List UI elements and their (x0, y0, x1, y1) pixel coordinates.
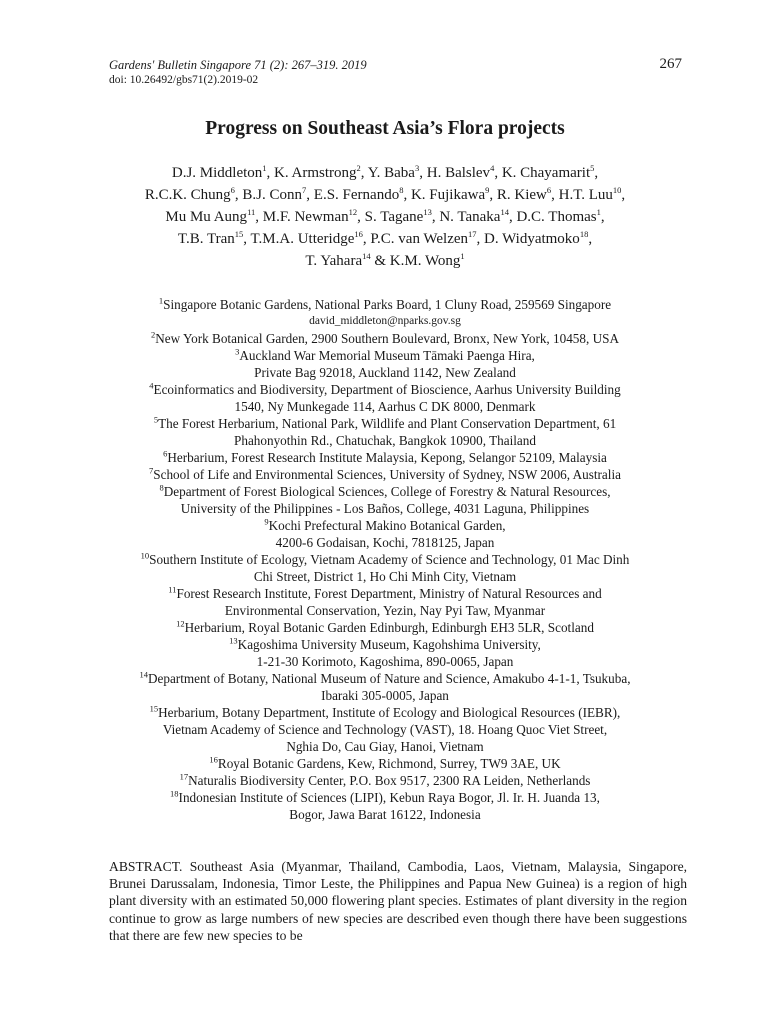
affiliation-text: Bogor, Jawa Barat 16122, Indonesia (289, 807, 481, 822)
author-name: S. Tagane (364, 209, 424, 225)
author (274, 165, 368, 181)
author (411, 187, 497, 203)
affiliation-number: 12 (176, 618, 185, 629)
affiliation-line (90, 517, 680, 534)
affiliation (90, 789, 680, 823)
affiliation (90, 755, 680, 772)
author-affiliation-mark: 9 (485, 185, 490, 195)
author-separator: , (266, 165, 275, 181)
author (502, 165, 598, 181)
page-number: 267 (659, 56, 682, 72)
author-name: K. Fujikawa (410, 187, 486, 203)
author-separator: , (403, 187, 411, 203)
author-name: P.C. van Welzen (370, 231, 469, 247)
author (314, 187, 411, 203)
affiliation-text: 4200-6 Godaisan, Kochi, 7818125, Japan (275, 535, 495, 550)
affiliation-number: 8 (159, 482, 164, 493)
author-separator: , (621, 187, 626, 203)
author-affiliation-mark: 4 (490, 163, 495, 173)
affiliation-line (90, 415, 680, 432)
author-name: B.J. Conn (242, 187, 303, 203)
affiliation (90, 347, 680, 381)
affiliation-line (90, 789, 680, 806)
affiliation-text: Kagoshima University Museum, Kagohshima University, (237, 637, 541, 652)
author-separator: , (234, 187, 243, 203)
author-separator: , (594, 165, 599, 181)
affiliation-text: Vietnam Academy of Science and Technology (VAST), 18. Hoang Quoc Viet Street, (162, 722, 608, 737)
affiliation-line (90, 466, 680, 483)
author-affiliation-mark: 13 (423, 207, 432, 217)
author (250, 231, 370, 247)
affiliation-text: Auckland War Memorial Museum Tāmaki Paenga Hira, (239, 348, 535, 363)
author-affiliation-mark: 7 (302, 185, 307, 195)
author-separator: , (431, 209, 440, 225)
affiliation-text: Naturalis Biodiversity Center, P.O. Box 9517, 2300 RA Leiden, Netherlands (188, 773, 591, 788)
author-name: R. Kiew (496, 187, 547, 203)
author-list (90, 162, 680, 272)
affiliation-line (90, 483, 680, 500)
author (165, 209, 262, 225)
author (178, 231, 251, 247)
affiliation-line (90, 449, 680, 466)
affiliation-text: Herbarium, Forest Research Institute Malaysia, Kepong, Selangor 52109, Malaysia (167, 450, 607, 465)
author-affiliation-mark: 8 (399, 185, 404, 195)
affiliation-text: Environmental Conservation, Yezin, Nay Pyi Taw, Myanmar (224, 603, 546, 618)
author (305, 253, 389, 269)
affiliation (90, 551, 680, 585)
affiliation-text: The Forest Herbarium, National Park, Wildlife and Plant Conservation Department, 61 (158, 416, 617, 431)
affiliation-number: 6 (163, 448, 168, 459)
affiliation-line (90, 568, 680, 585)
affiliation-text: Herbarium, Royal Botanic Garden Edinburgh, Edinburgh EH3 5LR, Scotland (184, 620, 594, 635)
affiliation-text: Nghia Do, Cau Giay, Hanoi, Vietnam (286, 739, 484, 754)
affiliation (90, 704, 680, 755)
affiliation (90, 381, 680, 415)
author-affiliation-mark: 16 (354, 229, 363, 239)
author (172, 165, 274, 181)
affiliation-line (90, 296, 680, 313)
author-separator: , (508, 209, 517, 225)
affiliation (90, 585, 680, 619)
author-name: E.S. Fernando (313, 187, 400, 203)
affiliation-line (90, 636, 680, 653)
author-separator: , (243, 231, 251, 247)
author-name: T. Yahara (305, 253, 363, 269)
affiliation-number: 1 (158, 295, 164, 306)
affiliation-number: 18 (170, 788, 179, 799)
author-separator: & (370, 253, 390, 269)
affiliation (90, 449, 680, 466)
affiliation-line (90, 398, 680, 415)
affiliation-number: 13 (229, 635, 238, 646)
affiliation-text: New York Botanical Garden, 2900 Southern Boulevard, Bronx, New York, 10458, USA (155, 331, 619, 346)
author-affiliation-mark: 2 (356, 163, 361, 173)
author-name: K. Chayamarit (501, 165, 591, 181)
abstract: ABSTRACT. Southeast Asia (Myanmar, Thailand, Cambodia, Laos, Vietnam, Malaysia, Singapore, Brunei Darussalam, Indonesia, Timor Leste, the Philippines and Papua New Guinea) is a region of high plant diversity with an estimated 50,000 flowering plant species. Estimates of plant diversity in the region continue to grow as large numbers of new species are described even though there have been suggestions that there are few new species to be (109, 859, 687, 943)
author-name: M.F. Newman (262, 209, 349, 225)
author (370, 231, 484, 247)
author-affiliation-mark: 18 (579, 229, 589, 239)
affiliation-email (90, 313, 680, 330)
affiliation (90, 772, 680, 789)
author-separator: , (494, 165, 502, 181)
affiliation-line (90, 585, 680, 602)
affiliation-line (90, 619, 680, 636)
author (497, 187, 559, 203)
author-separator: , (419, 165, 427, 181)
affiliation-number: 9 (264, 516, 269, 527)
author (484, 231, 592, 247)
affiliation-number: 11 (168, 584, 177, 595)
affiliation-text: Herbarium, Botany Department, Institute of Ecology and Biological Resources (IEBR), (158, 705, 621, 720)
author-affiliation-mark: 1 (460, 251, 465, 261)
affiliation-text: Ecoinformatics and Biodiversity, Department of Bioscience, Aarhus University Building (153, 382, 621, 397)
affiliation-number: 15 (149, 703, 159, 714)
affiliation-line (90, 364, 680, 381)
affiliation-number: 5 (153, 414, 159, 425)
affiliation-text: Department of Forest Biological Sciences, College of Forestry & Natural Resources, (163, 484, 611, 499)
affiliation-text: Ibaraki 305-0005, Japan (321, 688, 449, 703)
affiliation-line (90, 653, 680, 670)
author-affiliation-mark: 6 (230, 185, 235, 195)
affiliation (90, 330, 680, 347)
affiliation-text: david_middleton@nparks.gov.sg (309, 315, 461, 327)
affiliation-text: Chi Street, District 1, Ho Chi Minh City, Vietnam (253, 569, 517, 584)
author-separator: , (357, 209, 365, 225)
author-affiliation-mark: 3 (414, 163, 420, 173)
affiliation-text: Forest Research Institute, Forest Department, Ministry of Natural Resources and (176, 586, 602, 601)
affiliation-line (90, 551, 680, 568)
affiliation-line (90, 432, 680, 449)
author-separator: , (255, 209, 263, 225)
author (242, 187, 313, 203)
author-separator: , (362, 231, 371, 247)
doi: doi: 10.26492/gbs71(2).2019-02 (109, 74, 259, 86)
author-name: N. Tanaka (439, 209, 501, 225)
author-separator: , (600, 209, 605, 225)
affiliation-line (90, 534, 680, 551)
author-name: Mu Mu Aung (165, 209, 248, 225)
affiliation-line (90, 806, 680, 823)
affiliation-text: Southern Institute of Ecology, Vietnam Academy of Science and Technology, 01 Mac Dinh (149, 552, 630, 567)
affiliation-text: Kochi Prefectural Makino Botanical Garden, (268, 518, 506, 533)
affiliation-number: 2 (151, 329, 156, 340)
affiliation-text: School of Life and Environmental Sciences, University of Sydney, NSW 2006, Australia (153, 467, 621, 482)
author-separator: , (489, 187, 497, 203)
author-separator: , (306, 187, 314, 203)
author (368, 165, 427, 181)
affiliation-list (90, 296, 680, 823)
affiliation-number: 10 (140, 550, 150, 561)
affiliation-text: Department of Botany, National Museum of Nature and Science, Amakubo 4-1-1, Tsukuba, (147, 671, 631, 686)
affiliation-line (90, 704, 680, 721)
author-name: K.M. Wong (389, 253, 461, 269)
affiliation-number: 3 (235, 346, 240, 357)
affiliation-number: 4 (149, 380, 154, 391)
affiliation-text: Royal Botanic Gardens, Kew, Richmond, Surrey, TW9 3AE, UK (217, 756, 561, 771)
affiliation (90, 466, 680, 483)
affiliation-line (90, 500, 680, 517)
affiliation (90, 415, 680, 449)
affiliation (90, 483, 680, 517)
affiliation-number: 14 (139, 669, 148, 680)
author-separator: , (476, 231, 485, 247)
affiliation-line (90, 772, 680, 789)
author-name: D. Widyatmoko (484, 231, 580, 247)
author-affiliation-mark: 17 (468, 229, 477, 239)
affiliation-line (90, 738, 680, 755)
author (427, 165, 502, 181)
author-affiliation-mark: 14 (362, 251, 371, 261)
author-separator: , (551, 187, 559, 203)
author (365, 209, 440, 225)
author-affiliation-mark: 15 (234, 229, 244, 239)
affiliation-number: 16 (209, 754, 218, 765)
affiliation-number: 17 (179, 771, 189, 782)
author-name: D.C. Thomas (516, 209, 597, 225)
author (263, 209, 365, 225)
author-affiliation-mark: 5 (590, 163, 595, 173)
author-affiliation-mark: 12 (348, 207, 358, 217)
affiliation-text: Indonesian Institute of Sciences (LIPI), Kebun Raya Bogor, Jl. Ir. H. Juanda 13, (178, 790, 600, 805)
paper-title: Progress on Southeast Asia’s Flora projects (205, 118, 565, 139)
author-affiliation-mark: 11 (247, 207, 256, 217)
author-affiliation-mark: 10 (612, 185, 622, 195)
author-name: H.T. Luu (558, 187, 613, 203)
affiliation-line (90, 721, 680, 738)
author (145, 187, 243, 203)
affiliation (90, 670, 680, 704)
affiliation-text: Private Bag 92018, Auckland 1142, New Zealand (254, 365, 516, 380)
author-name: T.B. Tran (177, 231, 235, 247)
author-name: R.C.K. Chung (144, 187, 231, 203)
affiliation-text: Phahonyothin Rd., Chatuchak, Bangkok 10900, Thailand (234, 433, 536, 448)
affiliation (90, 636, 680, 670)
affiliation-line (90, 330, 680, 347)
affiliation (90, 296, 680, 330)
affiliation-line (90, 755, 680, 772)
author-name: T.M.A. Utteridge (250, 231, 355, 247)
author-affiliation-mark: 14 (500, 207, 509, 217)
author-affiliation-mark: 6 (546, 185, 552, 195)
author (559, 187, 626, 203)
affiliation-line (90, 687, 680, 704)
affiliation-text: University of the Philippines - Los Baños, College, 4031 Laguna, Philippines (180, 501, 590, 516)
journal-citation: Gardens' Bulletin Singapore 71 (2): 267–319. 2019 (109, 58, 367, 72)
author (439, 209, 516, 225)
affiliation-text: 1540, Ny Munkegade 114, Aarhus C DK 8000, Denmark (234, 399, 536, 414)
affiliation-number: 7 (149, 465, 154, 476)
affiliation (90, 619, 680, 636)
author (516, 209, 604, 225)
author-name: H. Balslev (426, 165, 491, 181)
affiliation-text: 1-21-30 Korimoto, Kagoshima, 890-0065, Japan (256, 654, 514, 669)
affiliation-line (90, 602, 680, 619)
author-name: Y. Baba (367, 165, 415, 181)
author (390, 253, 465, 269)
author-name: D.J. Middleton (171, 165, 263, 181)
author-separator: , (360, 165, 368, 181)
author-affiliation-mark: 1 (596, 207, 601, 217)
author-separator: , (588, 231, 593, 247)
author-affiliation-mark: 1 (262, 163, 267, 173)
affiliation (90, 517, 680, 551)
author-name: K. Armstrong (274, 165, 357, 181)
affiliation-line (90, 670, 680, 687)
affiliation-text: Singapore Botanic Gardens, National Parks Board, 1 Cluny Road, 259569 Singapore (163, 297, 612, 312)
affiliation-line (90, 381, 680, 398)
affiliation-line (90, 347, 680, 364)
